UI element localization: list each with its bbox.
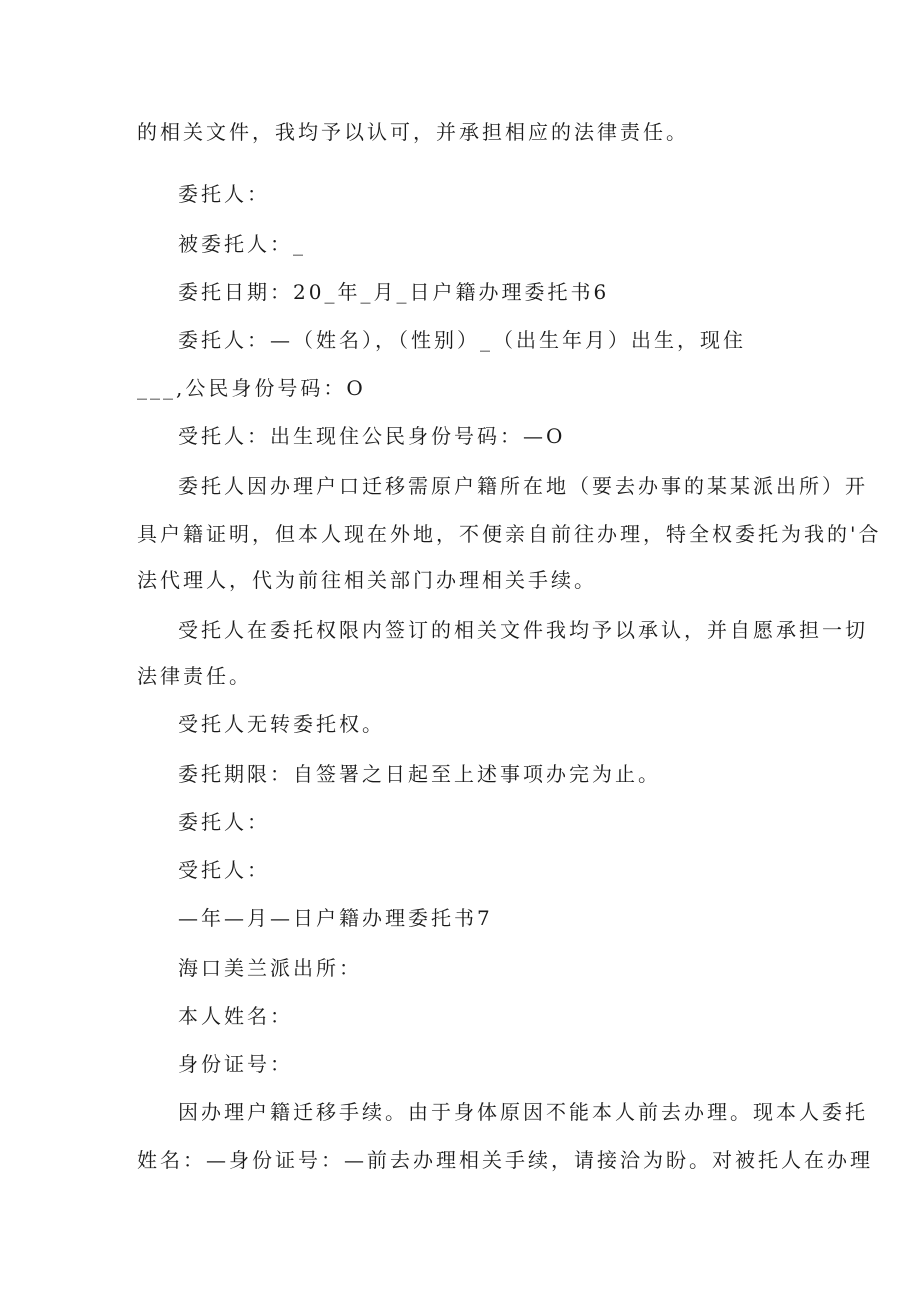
paragraph-line: 受托人无转委托权。	[178, 712, 385, 736]
date-line-title-7: —年—月—日户籍办理委托书7	[178, 906, 493, 930]
paragraph-line: 法代理人，代为前往相关部门办理相关手续。	[137, 568, 597, 592]
paragraph-line: 受托人在委托权限内签订的相关文件我均予以承认，并自愿承担一切	[178, 618, 868, 642]
principal-info-line: 委托人：—（姓名），（性别）_（出生年月）出生，现住	[178, 328, 746, 352]
paragraph-line: 具户籍证明，但本人现在外地，不便亲自前往办理，特全权委托为我的'合	[137, 522, 882, 546]
paragraph-line: 的相关文件，我均予以认可，并承担相应的法律责任。	[137, 120, 689, 144]
date-line-title-6: 委托日期：20_年_月_日户籍办理委托书6	[178, 280, 610, 304]
agent-label: 被委托人：_	[178, 232, 306, 256]
paragraph-line: 法律责任。	[137, 664, 252, 688]
addressee-line: 海口美兰派出所：	[178, 956, 362, 980]
paragraph-line: 委托人因办理户口迁移需原户籍所在地（要去办事的某某派出所）开	[178, 474, 868, 498]
principal-label: 委托人：	[178, 810, 270, 834]
agent-info-line: 受托人：出生现住公民身份号码：—O	[178, 424, 566, 448]
agent-label: 受托人：	[178, 858, 270, 882]
id-field-label: 身份证号：	[178, 1052, 293, 1076]
paragraph-line: 姓名：—身份证号：—前去办理相关手续，请接洽为盼。对被托人在办理	[137, 1148, 873, 1172]
id-number-line: ___,公民身份号码：O	[137, 376, 366, 400]
term-line: 委托期限：自签署之日起至上述事项办完为止。	[178, 762, 661, 786]
name-field-label: 本人姓名：	[178, 1004, 293, 1028]
paragraph-line: 因办理户籍迁移手续。由于身体原因不能本人前去办理。现本人委托	[178, 1100, 868, 1124]
principal-label: 委托人：	[178, 182, 270, 206]
